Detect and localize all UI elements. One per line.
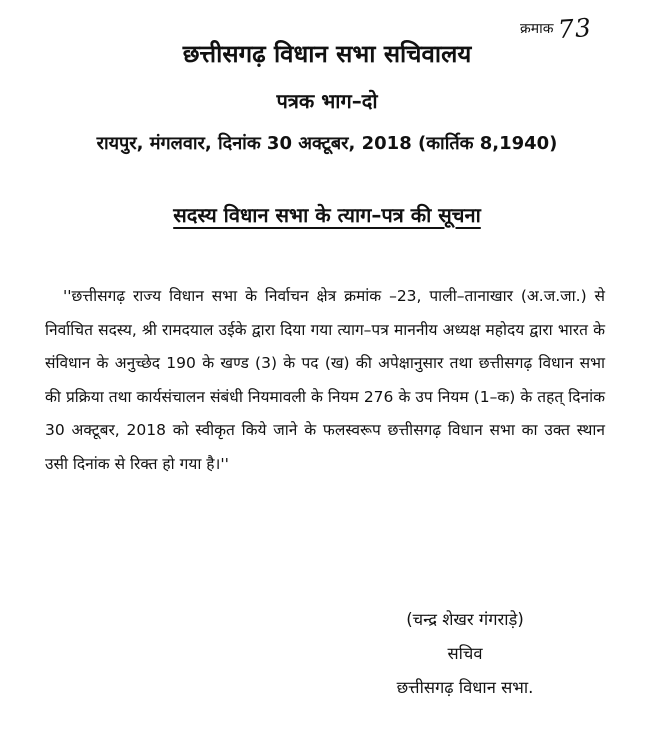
notice-heading: सदस्य विधान सभा के त्याग–पत्र की सूचना — [173, 203, 481, 227]
notice-heading-container — [0, 201, 654, 228]
serial-label: क्रमाक — [520, 21, 554, 37]
handwritten-serial-number: 73 — [556, 12, 593, 45]
document-title: छत्तीसगढ़ विधान सभा सचिवालय — [182, 40, 472, 68]
signature-block — [350, 603, 580, 705]
dateline: रायपुर, मंगलवार, दिनांक 30 अक्टूबर, 2018 (कार्तिक 8,1940) — [96, 133, 558, 154]
document-subtitle: पत्रक भाग–दो — [276, 89, 378, 113]
signatory-name: (चन्द्र शेखर गंगराड़े) — [406, 610, 524, 629]
signatory-designation: सचिव — [447, 644, 483, 663]
notice-body: ''छत्तीसगढ़ राज्य विधान सभा के निर्वाचन क्षेत्र क्रमांक –23, पाली–तानाखार (अ.ज.जा.) से निर्वाचित सदस्य, श्री रामदयाल उईके द्वारा दिया गया त्याग–पत्र माननीय अध्यक्ष महोदय द्वारा भारत के संविधान के अनुच्छेद 190 के खण्ड (3) के पद (ख) की अपेक्षानुसार तथा छत्तीसगढ़ विधान सभा की प्रक्रिया तथा कार्यसंचालन संबंधी नियमावली के नियम 276 के उप नियम (1–क) के तहत् दिनांक 30 अक्टूबर, 2018 को स्वीकृत किये जाने के फलस्वरूप छत्तीसगढ़ विधान सभा का उक्त स्थान उसी दिनांक से रिक्त हो गया है।'' — [45, 287, 605, 473]
signatory-office: छत्तीसगढ़ विधान सभा. — [396, 678, 534, 697]
